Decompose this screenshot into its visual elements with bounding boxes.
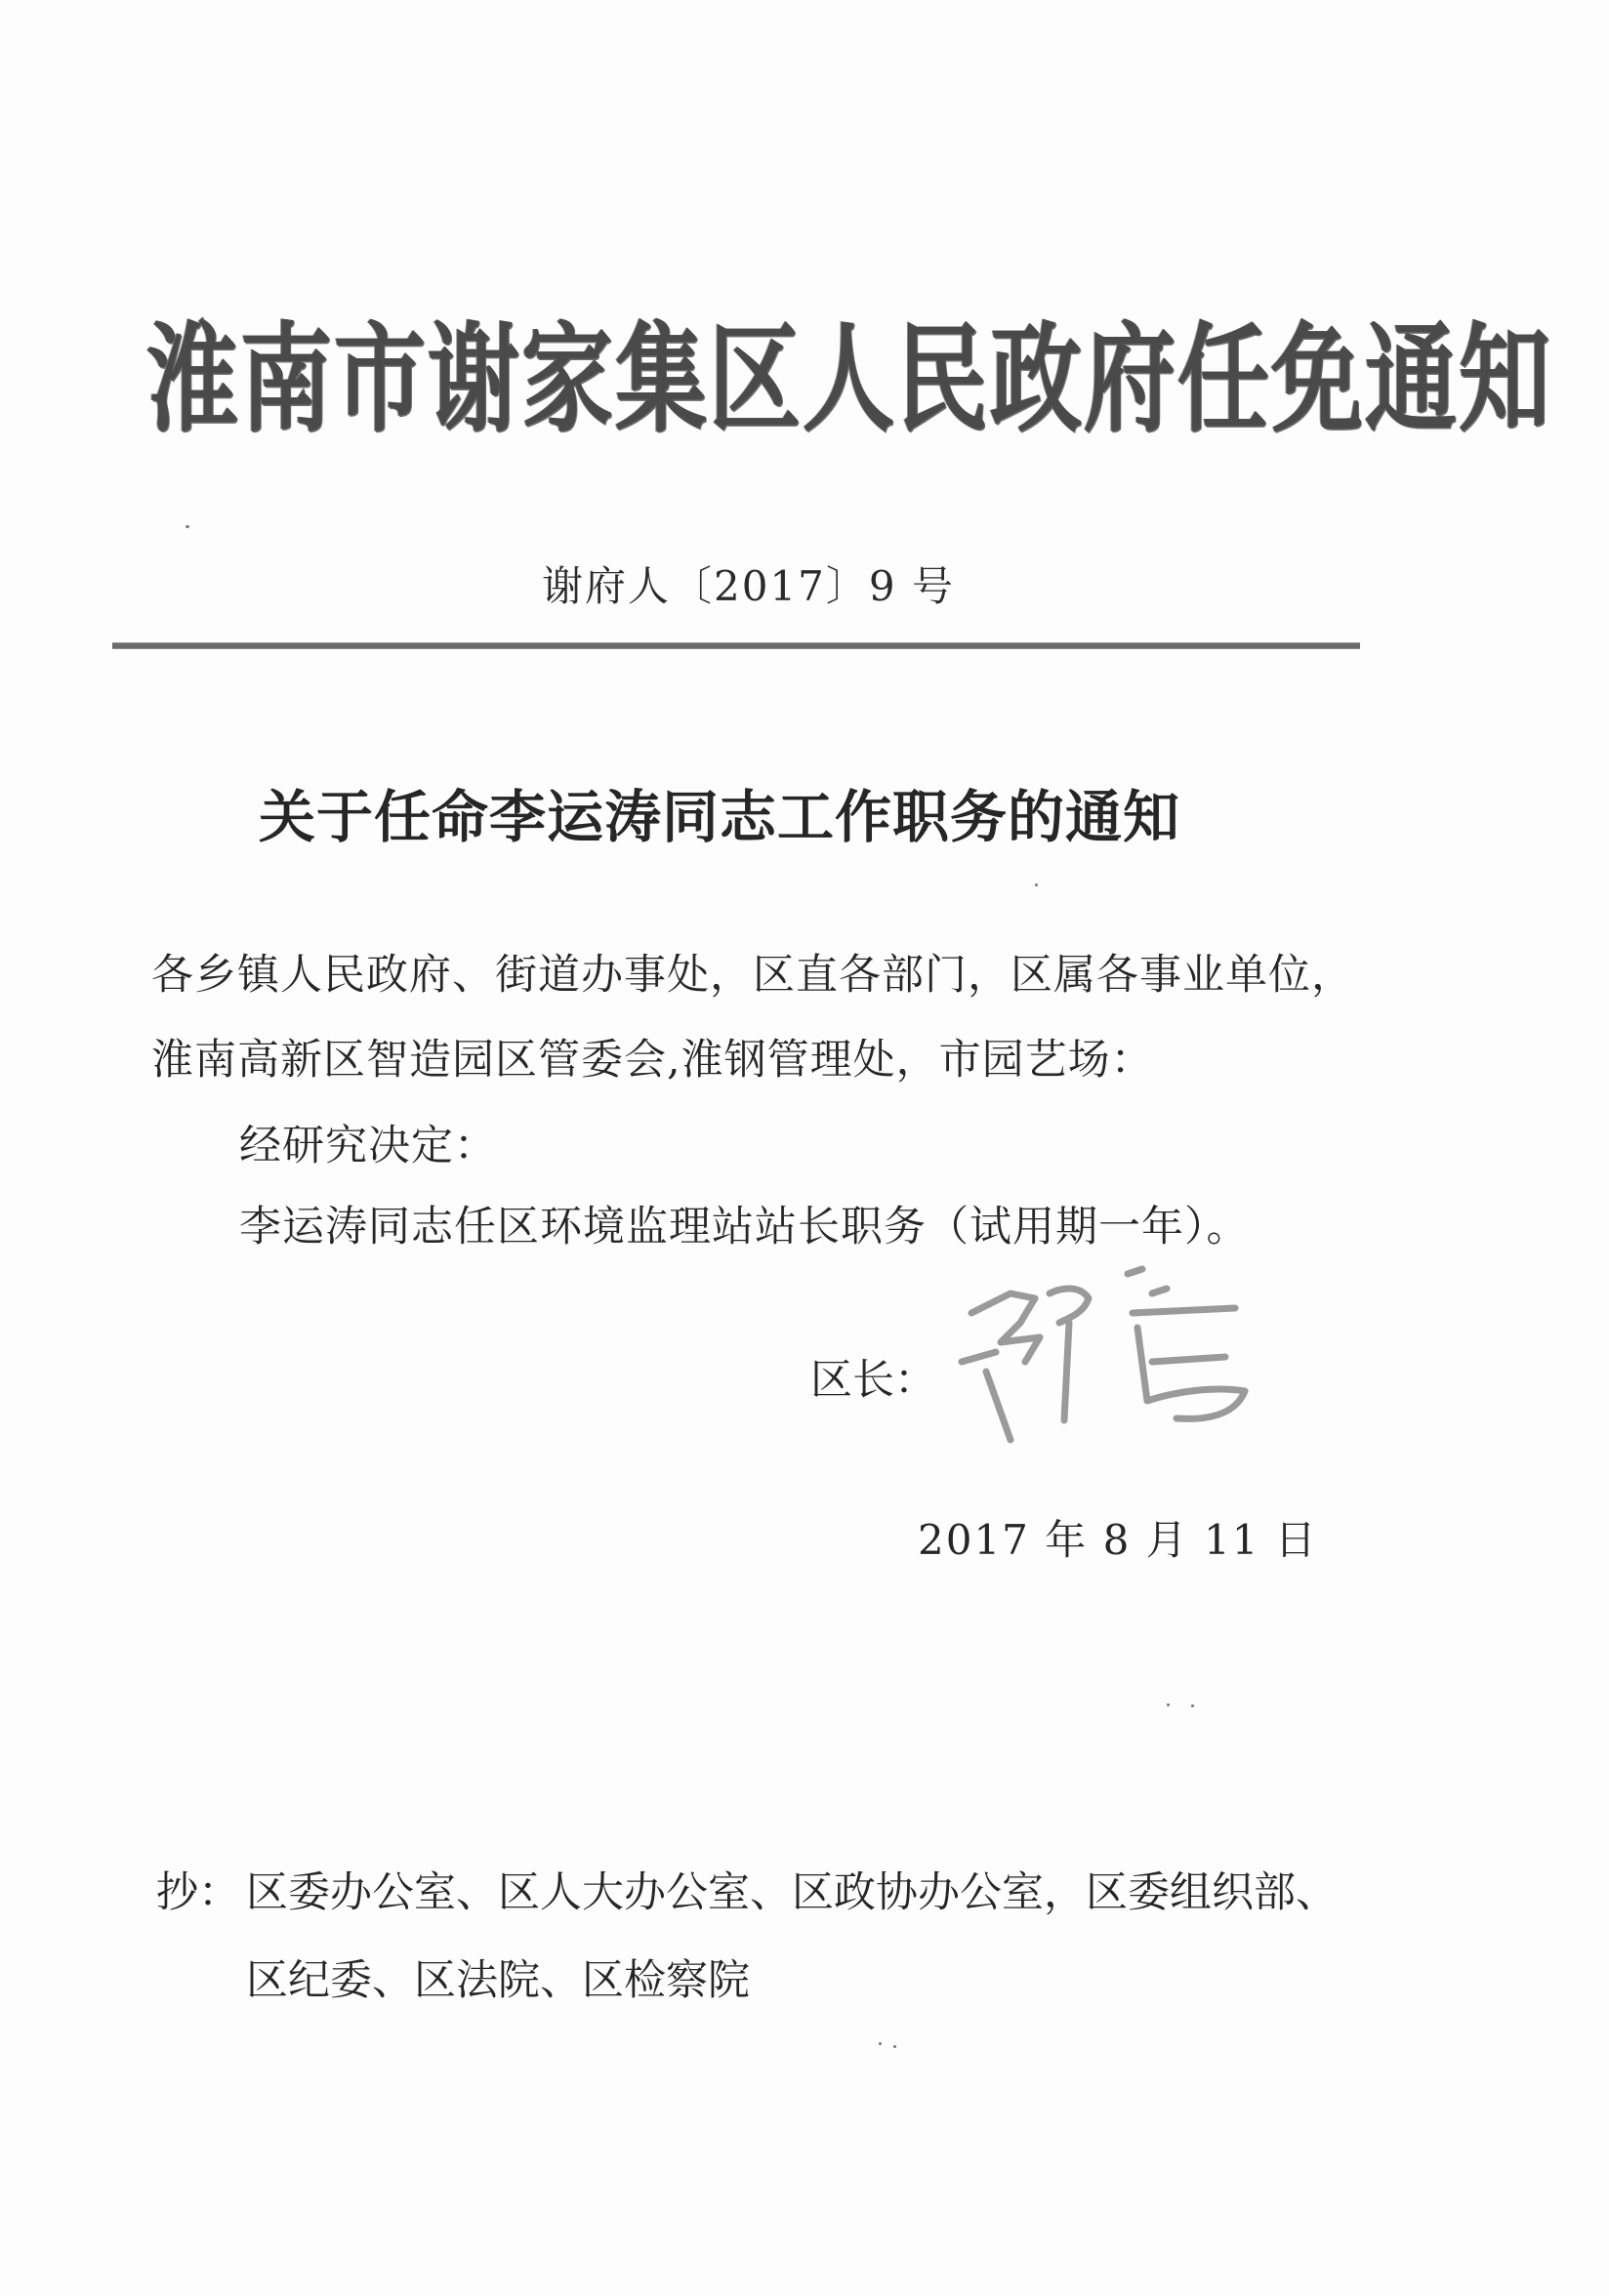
decision-intro: 经研究决定： [239, 1122, 497, 1170]
scan-speck [1035, 883, 1038, 886]
scan-speck [893, 2045, 896, 2048]
decision-text: 李运涛同志任区环境监理站站长职务（试用期一年）。 [239, 1203, 1250, 1251]
header-divider [112, 642, 1360, 649]
cc-recipients-line-2: 区纪委、区法院、区检察院 [246, 1956, 750, 2005]
recipients-line-2: 淮南高新区智造园区管委会,淮钢管理处，市园艺场： [151, 1036, 1154, 1085]
notice-title: 关于任命李运涛同志工作职务的通知 [259, 784, 1181, 850]
recipients-line-1: 各乡镇人民政府、街道办事处，区直各部门，区属各事业单位， [151, 951, 1354, 1000]
scan-speck [1167, 1703, 1170, 1706]
cc-label: 抄： [156, 1868, 240, 1917]
handwritten-signature [942, 1254, 1264, 1469]
issue-date: 2017 年 8 月 11 日 [918, 1516, 1318, 1564]
scan-speck [1191, 1704, 1194, 1707]
document-header-title: 淮南市谢家集区人民政府任免通知 [146, 310, 1553, 449]
cc-recipients-line-1: 区委办公室、区人大办公室、区政协办公室，区委组织部、 [246, 1868, 1338, 1917]
scan-speck [879, 2042, 882, 2045]
scan-speck [186, 525, 189, 528]
document-number: 谢府人〔2017〕9 号 [542, 562, 955, 610]
signer-title-label: 区长： [810, 1356, 936, 1405]
